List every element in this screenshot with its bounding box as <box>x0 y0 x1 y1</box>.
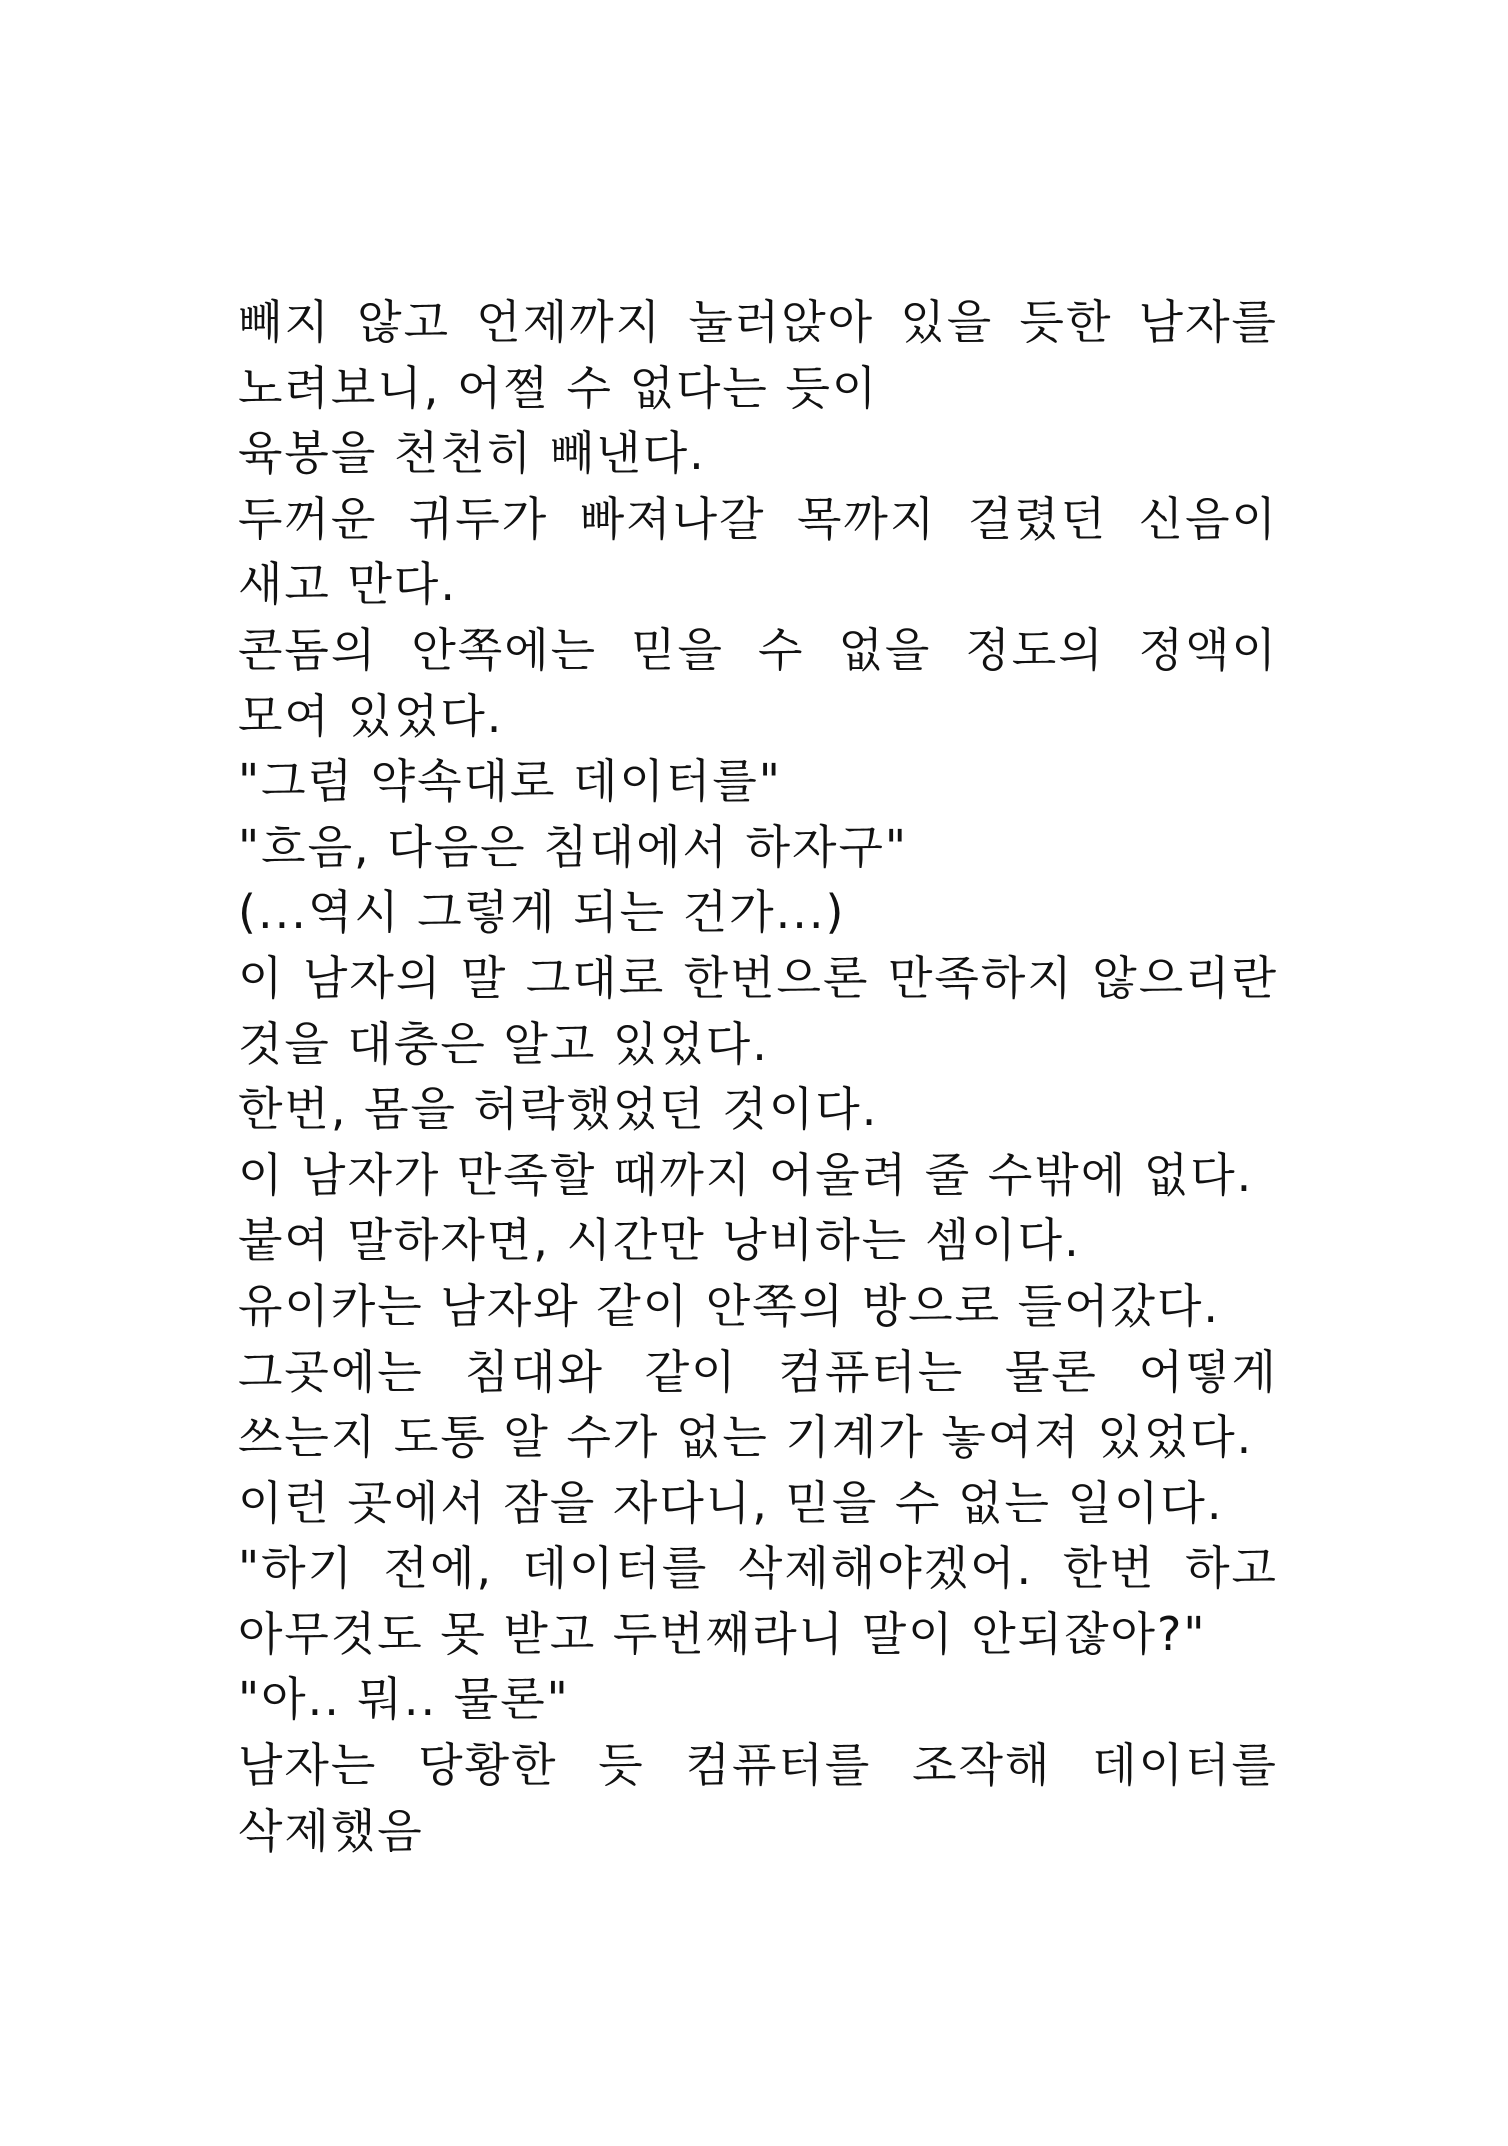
paragraph: 콘돔의 안쪽에는 믿을 수 없을 정도의 정액이 모여 있었다. <box>238 622 1278 743</box>
paragraph: 이 남자의 말 그대로 한번으론 만족하지 않으리란 것을 대충은 알고 있었다. <box>238 950 1278 1071</box>
paragraph: 유이카는 남자와 같이 안쪽의 방으로 들어갔다. <box>238 1278 1221 1333</box>
paragraph: "아.. 뭐.. 물론" <box>238 1672 570 1727</box>
body-text <box>238 290 1278 1864</box>
paragraph: "그럼 약속대로 데이터를" <box>238 754 782 809</box>
paragraph: "하기 전에, 데이터를 삭제해야겠어. 한번 하고 아무것도 못 받고 두번째라니 말이 안되잖아?" <box>238 1541 1278 1661</box>
paragraph: "흐음, 다음은 침대에서 하자구" <box>238 819 909 874</box>
paragraph: 육봉을 천천히 빼낸다. <box>238 426 706 481</box>
paragraph: 한번, 몸을 허락했었던 것이다. <box>238 1082 879 1137</box>
paragraph: 남자는 당황한 듯 컴퓨터를 조작해 데이터를 삭제했음 <box>238 1738 1278 1858</box>
paragraph: 이 남자가 만족할 때까지 어울려 줄 수밖에 없다. <box>238 1147 1254 1202</box>
paragraph: 빼지 않고 언제까지 눌러앉아 있을 듯한 남자를 노려보니, 어쩔 수 없다는 듯이 <box>238 295 1278 415</box>
paragraph: 붙여 말하자면, 시간만 낭비하는 셈이다. <box>238 1213 1081 1268</box>
paragraph: 두꺼운 귀두가 빠져나갈 목까지 걸렸던 신음이 새고 만다. <box>238 491 1278 612</box>
paragraph: 이런 곳에서 잠을 자다니, 믿을 수 없는 일이다. <box>238 1475 1224 1530</box>
paragraph: 그곳에는 침대와 같이 컴퓨터는 물론 어떻게 쓰는지 도통 알 수가 없는 기계가 놓여져 있었다. <box>238 1344 1278 1465</box>
paragraph: (...역시 그렇게 되는 건가...) <box>238 885 846 940</box>
